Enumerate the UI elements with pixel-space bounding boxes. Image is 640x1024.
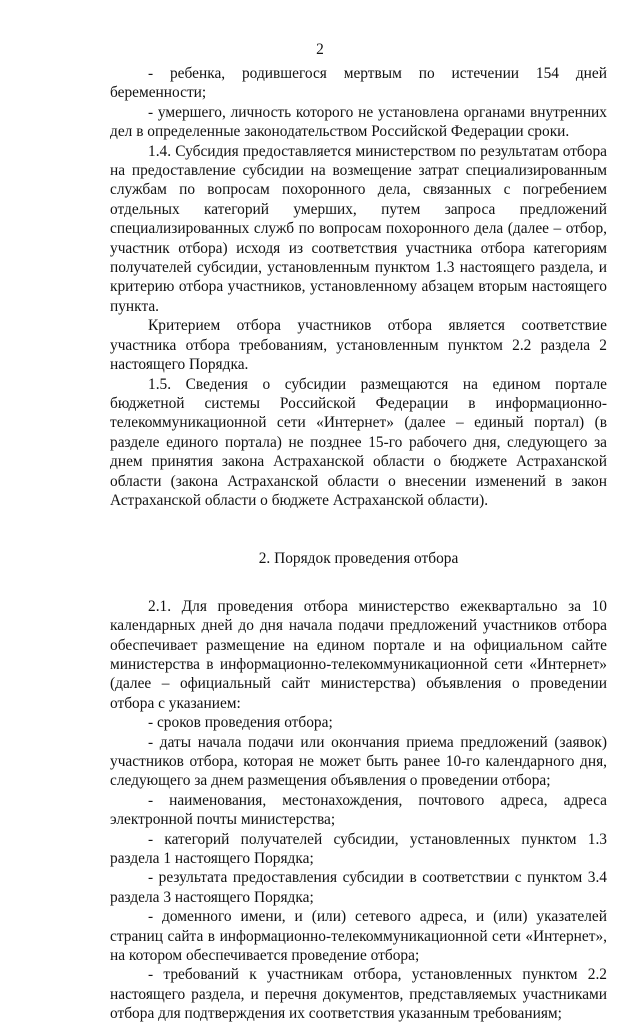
paragraph: 1.4. Субсидия предоставляется министерством по результатам отбора на предоставление субсидии на возмещение затрат специализированным службам по вопросам похоронного дела, связанных с погребением отдельных категорий умерших, путем запроса предложений специализированных служб по вопросам похоронного дела (далее – отбор, участник отбора) исходя из соответствия участника отбора категориям получателей субсидии, установленным пунктом 1.3 настоящего раздела, и критерию отбора участников, установленному абзацем вторым настоящего пункта. bbox=[110, 142, 607, 315]
paragraph: - умершего, личность которого не установлена органами внутренних дел в определенные законодательством Российской Федерации сроки. bbox=[110, 103, 607, 141]
list-item: - даты начала подачи или окончания приема предложений (заявок) участников отбора, которая не может быть ранее 10-го календарного дня, следующего за днем размещения объявления о проведении отбора; bbox=[110, 733, 607, 790]
list-item: - сроков проведения отбора; bbox=[148, 714, 333, 732]
paragraph: - ребенка, родившегося мертвым по истечении 154 дней беременности; bbox=[110, 65, 607, 102]
list-item: - требований к участникам отбора, установленных пунктом 2.2 настоящего раздела, и перечня документов, представляемых участниками отбора для подтверждения их соответствия указанным требованиям; bbox=[110, 966, 607, 1023]
paragraph: 2.1. Для проведения отбора министерство ежеквартально за 10 календарных дней до дня начала подачи предложений участников отбора обеспечивает размещение на едином портале и на официальном сайте министерства в информационно-телекоммуникационной сети «Интернет» (далее – официальный сайт министерства) объявления о проведении отбора с указанием: bbox=[110, 597, 607, 712]
paragraph: Критерием отбора участников отбора является соответствие участника отбора требованиям, установленным пунктом 2.2 раздела 2 настоящего Порядка. bbox=[110, 317, 607, 374]
paragraph: 1.5. Сведения о субсидии размещаются на едином портале бюджетной системы Российской Федерации в информационно-телекоммуникационной сети «Интернет» (далее – единый портал) (в разделе единого портала) не позднее 15-го рабочего дня, следующего за днем принятия закона Астраханской области о бюджете Астраханской области (закона Астраханской области о внесении изменений в закон Астраханской области о бюджете Астраханской области). bbox=[110, 375, 607, 509]
spacer bbox=[110, 510, 607, 549]
list-item: - наименования, местонахождения, почтового адреса, адреса электронной почты министерства; bbox=[110, 791, 607, 829]
document-body bbox=[110, 64, 607, 1024]
page-number: 2 bbox=[316, 41, 324, 58]
spacer bbox=[110, 569, 607, 597]
list-item: - результата предоставления субсидии в соответствии с пунктом 3.4 раздела 3 настоящего Порядка; bbox=[110, 869, 607, 906]
list-item: - категорий получателей субсидии, установленных пунктом 1.3 раздела 1 настоящего Порядка; bbox=[110, 830, 607, 868]
section-heading: 2. Порядок проведения отбора bbox=[258, 550, 459, 568]
list-item: - доменного имени, и (или) сетевого адреса, и (или) указателей страниц сайта в информационно-телекоммуникационной сети «Интернет», на котором обеспечивается проведение отбора; bbox=[110, 908, 607, 965]
